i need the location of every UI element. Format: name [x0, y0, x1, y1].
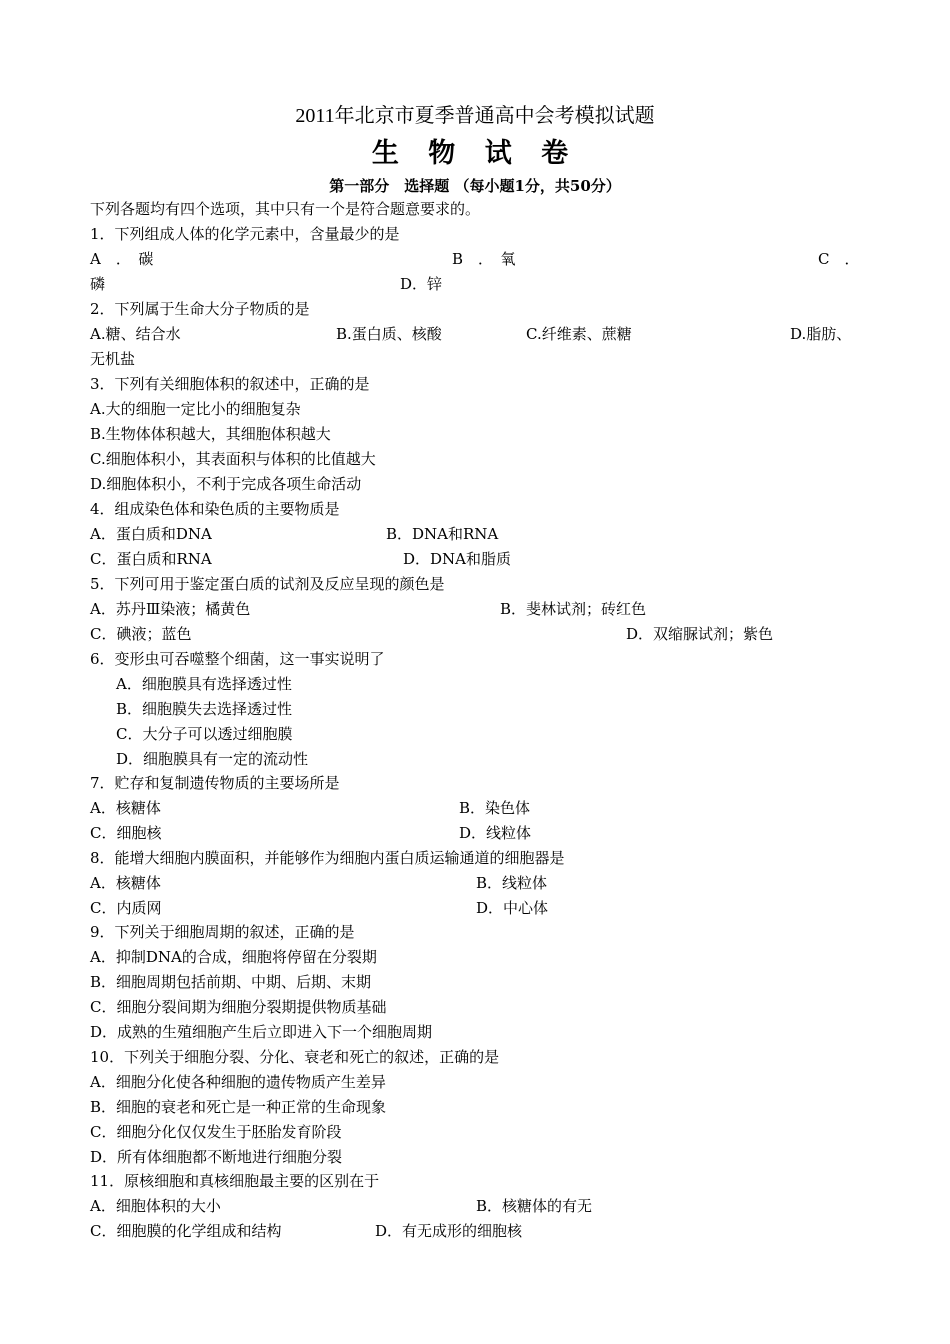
question-1-option-c: C ．	[818, 250, 860, 268]
question-9-stem: 9．下列关于细胞周期的叙述，正确的是	[90, 923, 355, 941]
question-2-option-d: D.脂肪、	[790, 325, 852, 343]
question-3-option-c: C.细胞体积小，其表面积与体积的比值越大	[90, 450, 376, 468]
question-7-option-d: D．线粒体	[459, 824, 532, 842]
question-8-stem: 8．能增大细胞内膜面积，并能够作为细胞内蛋白质运输通道的细胞器是	[90, 849, 565, 867]
question-8-option-c: C．内质网	[90, 899, 162, 917]
question-6-option-a: A．细胞膜具有选择透过性	[116, 675, 292, 693]
question-3-stem: 3．下列有关细胞体积的叙述中，正确的是	[90, 375, 370, 393]
question-9-option-b: B．细胞周期包括前期、中期、后期、末期	[90, 973, 372, 991]
question-2-option-b: B.蛋白质、核酸	[336, 325, 442, 343]
question-11-option-d: D．有无成形的细胞核	[375, 1222, 523, 1240]
question-2-option-a: A.糖、结合水	[90, 325, 181, 343]
question-6-option-b: B．细胞膜失去选择透过性	[116, 700, 293, 718]
question-2-option-c: C.纤维素、蔗糖	[526, 325, 632, 343]
question-5-option-d: D．双缩脲试剂；紫色	[626, 625, 774, 643]
question-1-stem: 1．下列组成人体的化学元素中，含量最少的是	[90, 225, 400, 243]
question-8-option-a: A．核糖体	[90, 874, 161, 892]
question-3-option-d: D.细胞体积小，不利于完成各项生命活动	[90, 475, 362, 493]
instructions: 下列各题均有四个选项，其中只有一个是符合题意要求的。	[90, 200, 481, 218]
question-5-stem: 5．下列可用于鉴定蛋白质的试剂及反应呈现的颜色是	[90, 575, 445, 593]
question-7-option-c: C．细胞核	[90, 824, 162, 842]
exam-title: 2011年北京市夏季普通高中会考模拟试题	[295, 105, 655, 127]
question-8-option-b: B．线粒体	[476, 874, 548, 892]
question-11-option-a: A．细胞体积的大小	[90, 1197, 221, 1215]
question-4-option-a: A．蛋白质和DNA	[90, 525, 212, 543]
question-2-stem: 2．下列属于生命大分子物质的是	[90, 300, 310, 318]
question-6-option-d: D．细胞膜具有一定的流动性	[116, 750, 309, 768]
question-6-option-c: C．大分子可以透过细胞膜	[116, 725, 293, 743]
question-7-option-a: A．核糖体	[90, 799, 161, 817]
question-10-option-b: B．细胞的衰老和死亡是一种正常的生命现象	[90, 1098, 387, 1116]
question-5-option-b: B．斐林试剂；砖红色	[500, 600, 647, 618]
question-4-option-c: C．蛋白质和RNA	[90, 550, 212, 568]
question-2-option-d-continued: 无机盐	[90, 350, 136, 368]
question-7-stem: 7．贮存和复制遗传物质的主要场所是	[90, 774, 340, 792]
question-6-stem: 6．变形虫可吞噬整个细菌，这一事实说明了	[90, 650, 385, 668]
question-10-option-d: D．所有体细胞都不断地进行细胞分裂	[90, 1148, 343, 1166]
question-9-option-c: C．细胞分裂间期为细胞分裂期提供物质基础	[90, 998, 387, 1016]
question-3-option-b: B.生物体体积越大，其细胞体积越大	[90, 425, 331, 443]
question-1-option-b: B ． 氧	[452, 250, 516, 268]
question-9-option-d: D．成熟的生殖细胞产生后立即进入下一个细胞周期	[90, 1023, 433, 1041]
question-1-option-c-continued: 磷	[90, 275, 106, 293]
question-10-option-a: A．细胞分化使各种细胞的遗传物质产生差异	[90, 1073, 386, 1091]
question-9-option-a: A．抑制DNA的合成，细胞将停留在分裂期	[90, 948, 377, 966]
question-11-stem: 11．原核细胞和真核细胞最主要的区别在于	[90, 1172, 380, 1190]
question-4-option-d: D．DNA和脂质	[403, 550, 512, 568]
question-4-option-b: B．DNA和RNA	[386, 525, 499, 543]
question-10-option-c: C．细胞分化仅仅发生于胚胎发育阶段	[90, 1123, 342, 1141]
question-4-stem: 4．组成染色体和染色质的主要物质是	[90, 500, 340, 518]
question-10-stem: 10．下列关于细胞分裂、分化、衰老和死亡的叙述，正确的是	[90, 1048, 500, 1066]
question-3-option-a: A.大的细胞一定比小的细胞复杂	[90, 400, 301, 418]
question-1-option-a: A ． 碳	[90, 250, 154, 268]
question-11-option-b: B．核糖体的有无	[476, 1197, 593, 1215]
question-11-option-c: C．细胞膜的化学组成和结构	[90, 1222, 282, 1240]
section-title: 第一部分 选择题 （每小题1分，共50分）	[329, 177, 621, 195]
question-8-option-d: D．中心体	[476, 899, 549, 917]
subject-title: 生 物 试 卷	[371, 138, 579, 169]
question-5-option-c: C．碘液；蓝色	[90, 625, 192, 643]
question-1-option-d: D．锌	[400, 275, 443, 293]
question-5-option-a: A．苏丹Ⅲ染液；橘黄色	[90, 600, 251, 618]
question-7-option-b: B．染色体	[459, 799, 531, 817]
